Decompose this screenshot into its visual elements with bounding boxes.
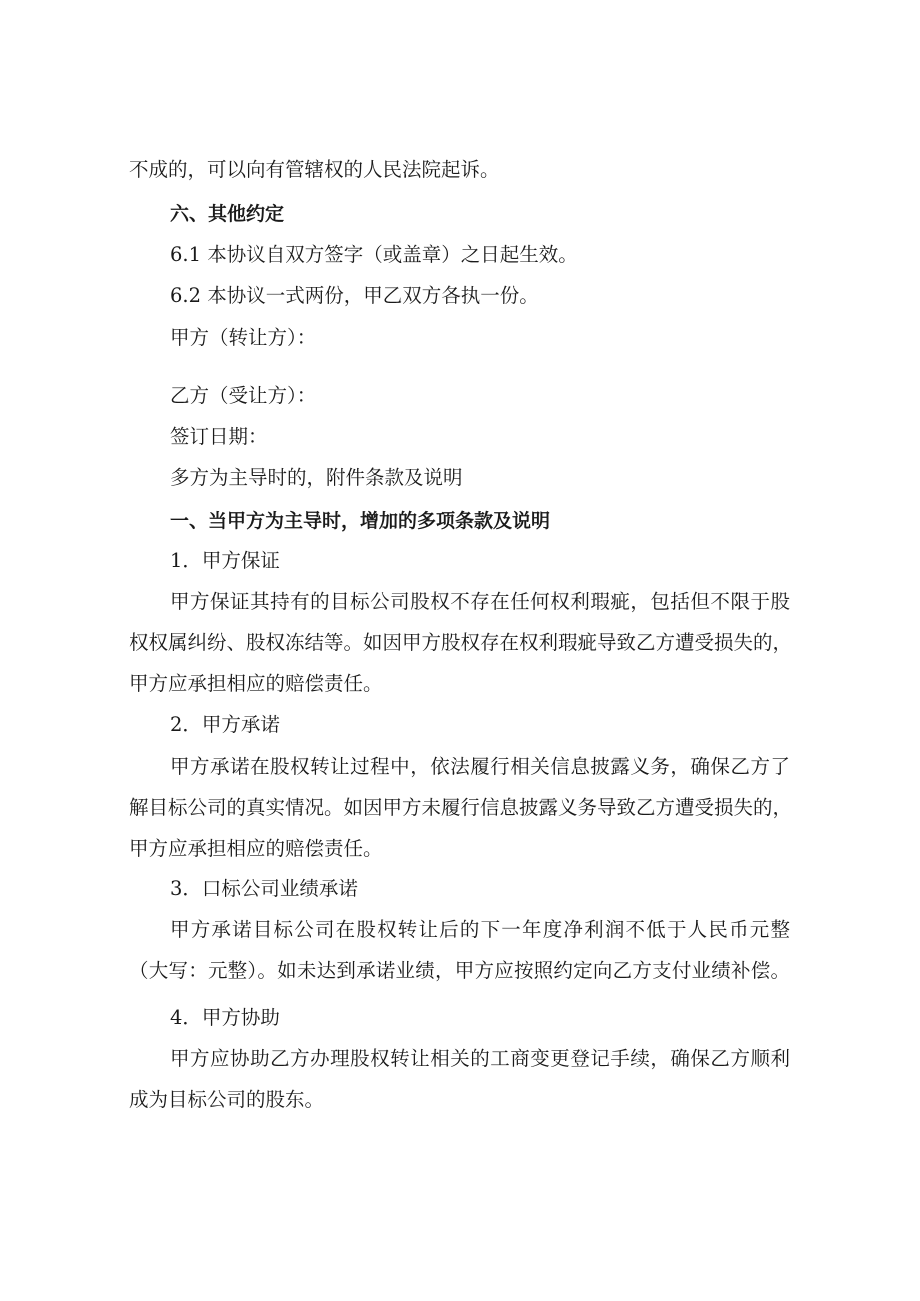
signing-date-label: 签订日期： — [170, 425, 268, 448]
clause-6-2: 6.2 本协议一式两份，甲乙双方各执一份。 — [170, 284, 539, 307]
section-heading-party-a-lead: 一、当甲方为主导时，增加的多项条款及说明 — [170, 510, 551, 532]
paragraph-line: 解目标公司的真实情况。如因甲方未履行信息披露义务导致乙方遭受损失的， — [129, 796, 793, 819]
party-b-signature-label: 乙方（受让方）： — [170, 384, 317, 407]
item-heading-1: 1．甲方保证 — [170, 549, 280, 572]
paragraph-line: 权权属纠纷、股权冻结等。如因甲方股权存在权利瑕疵导致乙方遭受损失的， — [129, 631, 793, 654]
paragraph-line: 甲方保证其持有的目标公司股权不存在任何权利瑕疵，包括但不限于股 — [170, 590, 790, 613]
paragraph-line: （大写：元整）。如未达到承诺业绩，甲方应按照约定向乙方支付业绩补偿。 — [129, 959, 790, 982]
clause-6-1: 6.1 本协议自双方签字（或盖章）之日起生效。 — [170, 243, 578, 266]
item-heading-3: 3．口标公司业绩承诺 — [170, 877, 358, 900]
paragraph-line: 甲方应承担相应的赔偿责任。 — [129, 837, 383, 860]
paragraph-line: 成为目标公司的股东。 — [129, 1088, 325, 1111]
paragraph-line: 甲方承诺目标公司在股权转让后的下一年度净利润不低于人民币元整 — [170, 918, 790, 941]
section-heading-other-terms: 六、其他约定 — [170, 203, 285, 225]
appendix-title: 多方为主导时的，附件条款及说明 — [170, 466, 463, 489]
paragraph-line: 甲方承诺在股权转让过程中，依法履行相关信息披露义务，确保乙方了 — [170, 755, 790, 778]
text-line-dispute-end: 不成的，可以向有管辖权的人民法院起诉。 — [129, 158, 500, 181]
paragraph-line: 甲方应协助乙方办理股权转让相关的工商变更登记手续，确保乙方顺利 — [170, 1047, 790, 1070]
party-a-signature-label: 甲方（转让方）： — [170, 326, 317, 349]
paragraph-line: 甲方应承担相应的赔偿责任。 — [129, 672, 383, 695]
item-heading-4: 4．甲方协助 — [170, 1006, 280, 1029]
item-heading-2: 2．甲方承诺 — [170, 713, 280, 736]
